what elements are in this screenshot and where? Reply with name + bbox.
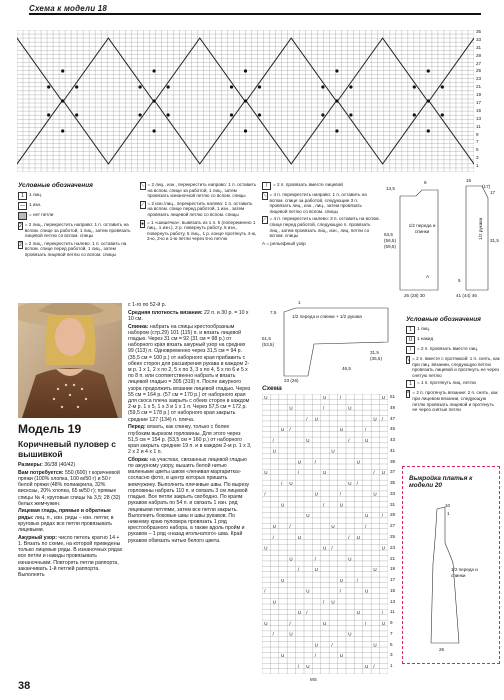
svg-text:U: U [339,427,344,433]
model-subtitle: Коричневый пуловер с вышивкой [18,439,117,459]
dress-title: Выкройка платья к модели 20 [409,475,473,489]
cross-right-symbol: 2 [19,223,22,229]
svg-text:U: U [306,513,310,519]
lace-row-number: 19 [390,566,396,572]
model-photo [18,303,122,418]
svg-text:/: / [314,556,316,562]
svg-text:U: U [314,642,318,648]
svg-text:/: / [297,567,300,573]
svg-text:U: U [381,545,386,551]
ms-label: MS [310,677,317,682]
svg-text:U: U [323,470,327,476]
lace-row-number: 43 [390,437,396,443]
svg-text:U: U [339,653,344,659]
svg-text:/: / [331,545,333,551]
svg-text:/: / [297,470,300,476]
svg-text:U: U [365,664,369,670]
top-row-number: 7 [476,139,479,145]
lace-row-number: 23 [390,544,396,550]
svg-text:U: U [297,534,302,540]
lace-row-number: 15 [390,587,396,593]
svg-text:/: / [323,502,325,508]
svg-text:U: U [297,459,302,465]
lace-row-number: 49 [390,404,396,410]
svg-text:U: U [323,545,327,551]
lace-row-number: 29 [390,512,396,518]
svg-text:U: U [365,588,369,594]
svg-text:U: U [281,577,285,583]
svg-text:U: U [381,470,386,476]
legend-right: 1 1 лиц. U 1 накид / = 2 п. провязать вместе лиц. \ = 2 п. вместе с протяжкой: 1 п. снять, как при лиц. вязании, следующую петлю провязать лицевой и протянуть ее через снятую петлю 1 = 1 п. протянуть лиц. петлю ^ = 2 п. протянуть вязание: 2 п. снять, как при лицевом вязании, следующую петлю провязать лицевой и протянуть ее через снятые петли [407,326,500,413]
top-scheme-title: Схема к модели 18 [29,4,108,13]
dress-pattern-box: Выкройка платья к модели 20 10 1 1/2 переда и спинки 26 [402,466,500,664]
lace-row-number: 39 [390,458,396,464]
top-row-number: 25 [476,68,482,74]
svg-text:U: U [331,448,335,454]
svg-text:U: U [356,459,360,465]
svg-text:/: / [272,631,274,637]
svg-text:/: / [314,653,316,659]
svg-text:U: U [331,599,335,605]
svg-text:U: U [289,405,293,411]
purl-symbol: — [20,203,25,209]
lace-row-number: 9 [390,620,393,626]
lace-row-number: 31 [390,501,396,507]
svg-text:/: / [281,480,283,486]
lace-row-number: 35 [390,480,396,486]
svg-text:U: U [264,620,268,626]
svg-text:U: U [289,631,293,637]
top-row-number: 29 [476,52,482,58]
svg-text:/: / [297,664,300,670]
pattern-pieces-top: 13,5 8 53,5 (56,5) (59,5) 1/2 переда и спинки A 26 (28) 30 16 (17) 17 1/2 рукава 31,5 5 41 (44) 46 [384,178,499,298]
lace-row-number: 51 [390,394,396,399]
svg-text:U: U [281,653,285,659]
knit-symbol: 1 [18,192,27,200]
lace-row-number: 47 [390,415,396,421]
lace-row-number: 1 [390,663,393,669]
top-row-number: 31 [476,44,482,50]
lace-row-number: 5 [390,641,393,647]
lace-row-number: 17 [390,577,396,583]
svg-text:U: U [381,620,386,626]
no-stitch-symbol [18,212,27,220]
svg-text:U: U [297,610,302,616]
svg-text:/: / [289,524,291,530]
knitting-chart-lace [262,394,388,674]
lace-row-number: 21 [390,555,396,561]
svg-text:U: U [356,610,360,616]
legend-top-col3: / = 2 п. провязать вместе лицевой ⟍ = 4 п. перекрестить направо: 1 п. оставить на вспом. спице за работой, следующие 3 п. провязать лиц., изн., лиц., затем провязать лицевой петлю со вспом. спицы ⟋ = 4 п. перекрестить налево: 3 п. оставить на вспом. спице перед работой, следующую п. провязать лиц., затем провязать лиц., изн., лиц. петли со вспом. спицы А = рельефный узор [262,182,380,246]
svg-text:U: U [264,545,268,551]
svg-text:U: U [264,394,268,400]
model-instructions: с 1-го по 52-й р. Средняя плотность вязания: 22 п. и 30 р. = 10 х 10 см. Спинка: набрать на спицы крестообразным набором (стр.29) 101 (115) п. и вязать лицевой гладью. Через 31 см = 92 (31 см = 98 р.) от наборного края вязать ажурный узор на средних 99 (113) п. Одновременно через 31,5 см = 94 р. (35,5 см = 100 р.) от наборного края прибавить с обеих сторон для расширения рукава в каждом 2-м р. 1 х 1, 2 х по 2, 5 х по 3, 3 х по 4, 5 х по 6 и 5 х по 8 п. или соответственно набрать и вязать лицевой гладью = 305 (319) п. После ажурного узора продолжить вязание лицевой гладью. Через 55 см = 164 р. (57 см = 170 р.) от наборного края для скоса плеча закрыть с обеих сторон в каждом 2-м р. 1 х 5, 1 х 3 и 1 х 1 п. Через 57,5 см = 172 р. (59,5 см = 178 р.) от наборного края закрыть средние 127 (134) п. плеча. Перед: вязать, как спинку, только с более глубоким вырезом горловины. Для этого через 51,5 см = 154 р. (53,5 см = 160 р.) от наборного края закрыть средние 19 п. и в каждом 2-м р. 1 х 3, 2 х 2 и 4 х 1 п. Сборка: на участках, связанных лицевой гладью по ажурному узору, вышить белой нитью маленькие цветы швом «ленивая маргаритка» согласно фото, в центр которых пришить жемчужину. Выполнить плечевые швы. По вырезу горловины набрать 110 п. и связать 3 см лицевой гладью. Все петли закрыть свободно. По краям рукавов набрать по 54 п. и связать 1 изн. ряд лицевыми петлями, затем все петли закрыть. Выполнить боковые швы и швы рукавов. По нижнему краю пуловера провязать 1 ряд крестообразного набора, а также вдоль пройм и рукавов – 1 ряд «назад игольчатого» шва. Край рукавов обвязать нитью белого цвета. [128,302,252,544]
top-row-number: 27 [476,60,482,66]
svg-text:U: U [356,534,360,540]
svg-text:/: / [289,427,291,433]
top-row-number: 21 [476,84,482,90]
svg-text:U: U [331,524,335,530]
svg-text:/: / [381,416,384,422]
lace-row-number: 27 [390,523,396,529]
top-row-number: 1 [476,163,479,169]
svg-text:U: U [306,588,310,594]
svg-text:/: / [306,610,308,616]
svg-text:U: U [272,448,276,454]
svg-text:U: U [339,577,344,583]
svg-text:U: U [373,642,377,648]
svg-text:U: U [272,599,276,605]
cross4-right-symbol: ⟍ [263,193,267,199]
bobble-symbol: ● [141,220,145,227]
svg-text:U: U [365,513,369,519]
top-row-number: 5 [476,147,479,153]
top-row-number: 33 [476,36,482,42]
cross4-left-symbol: ⟋ [263,217,267,224]
top-row-number: 13 [476,115,482,121]
svg-text:U: U [373,567,377,573]
svg-text:U: U [281,502,285,508]
svg-text:U: U [348,556,352,562]
svg-text:/: / [348,534,350,540]
top-row-number: 23 [476,76,482,82]
legend-top-col2: ⟍ = 2 лиц., изн., перекрестить направо: 1 п. оставить на вспом. спице за работой, 1 лиц., затем провязать изнаночной петлю со вспом. спицы ⟋ = 2 изн./лиц., перекрестить налево: 1 п. оставить на вспом. спице перед работой, 1 изн., затем провязать лицевой петлю со вспом. спицы ● = 1 «шишечка»: вывязать из 1 п. 5 (попеременно 1 лиц., 1 изн.), 2 р. повернуть работу, 5 изн., повернуть работу, 5 лиц., 1 р. конце протянуть 4-ю, 3-ю, 2-ю и 1-ю петли через 5-ю петлю [141,182,257,242]
lace-row-number: 25 [390,534,396,539]
svg-text:U: U [314,491,318,497]
lace-row-number: 41 [390,447,396,453]
model-number: Модель 19 [18,422,82,436]
svg-text:U: U [289,480,293,486]
svg-text:/: / [331,642,333,648]
lace-row-number: 37 [390,469,396,475]
svg-text:/: / [356,480,358,486]
lace-row-number: 11 [390,609,395,615]
top-row-number: 19 [476,92,482,98]
svg-text:/: / [314,459,316,465]
svg-text:/: / [339,588,342,594]
legend-top-col1: 1 1 лиц. — 1 изн. = нет петли 2 = 2 лиц., перекрестить направо: 1 п. оставить на вспом. спице за работой, 1 лиц., затем провязать лицевой петлю со вспом. спицы 2 = 2 лиц., перекрестить налево: 1 п. оставить на вспом. спице перед работой, 1 лиц., затем провязать лицевой петлю со вспом. спицы [19,192,131,257]
top-row-number: 15 [476,107,482,113]
svg-text:/: / [365,524,367,530]
top-row-number: 11 [476,123,481,129]
top-row-number: 9 [476,131,479,137]
lace-row-number: 3 [390,652,393,658]
svg-text:U: U [314,567,318,573]
svg-text:U: U [373,491,377,497]
svg-text:U: U [272,524,276,530]
top-row-number: 35 [476,29,482,34]
svg-text:/: / [365,427,367,433]
svg-text:/: / [381,610,384,616]
cross-left-symbol: 2 [19,241,22,248]
lace-row-number: 45 [390,426,396,432]
svg-text:U: U [281,427,285,433]
svg-text:U: U [323,394,327,400]
svg-text:/: / [373,664,375,670]
svg-text:U: U [289,556,293,562]
page-number: 38 [18,680,31,692]
svg-text:U: U [348,405,352,411]
model-description: Размеры: 36/38 (40/42) Вам потребуется: 550 (600) г коричневой пряжи (100% хлопка, 100 м/50 г) и 50 г белой пряжи (48% полиакрила, 32% вискозы, 20% хлопка, 65 м/50 г); прямые спицы № 4; круговые спицы № 3,5; 28 (32) белых жемчужин. Лицевая гладь, прямые и обратные ряды: лиц. п., изн. ряды – изн. петли; в круговых рядах все петли провязывать лицевыми. Ажурный узор: число петель кратно 14 + 1. Вязать по схеме, на которой приведены только лицевые ряды. В изнаночных рядах все петли и накиды провязывать изнаночными. Повторять петли раппорта, заканчивать 1-й петлей раппорта. Выполнять [18,462,123,578]
svg-text:U: U [323,620,327,626]
svg-text:/: / [373,470,375,476]
svg-text:/: / [339,491,342,497]
svg-text:/: / [365,620,367,626]
title-rule [29,13,481,15]
svg-text:/: / [381,513,384,519]
svg-text:/: / [272,534,274,540]
svg-text:/: / [264,588,266,594]
lace-row-number: 7 [390,630,393,636]
svg-text:U: U [306,664,310,670]
knitting-chart-top [17,30,474,172]
svg-text:/: / [356,577,358,583]
svg-text:U: U [373,416,377,422]
cross-purl-left-symbol: ⟋ [141,201,145,208]
legend-top-title: Условные обозначения [18,182,93,189]
svg-text:/: / [272,437,274,443]
svg-text:/: / [323,599,325,605]
lace-row-number: 13 [390,598,396,604]
model-heading [18,422,122,459]
svg-text:U: U [381,394,386,400]
cross-purl-right-symbol: ⟍ [141,183,145,189]
svg-text:U: U [365,437,369,443]
k2tog-symbol: / [262,182,271,190]
scheme2-title: Схема [262,385,282,392]
top-row-number: 17 [476,100,482,105]
svg-text:/: / [289,620,291,626]
top-row-number: 3 [476,155,479,161]
svg-text:U: U [339,502,344,508]
svg-text:U: U [306,437,310,443]
svg-text:/: / [348,437,350,443]
svg-text:U: U [314,416,318,422]
svg-text:/: / [323,405,325,411]
sleeve-pattern: 1/2 переда и спинки + 1/2 рукава 7,5 1 51,5 (53,5) 31,5 (35,5) 46,5 23 (26) [262,306,396,384]
svg-text:U: U [348,631,352,637]
svg-text:U: U [264,470,268,476]
svg-text:U: U [348,480,352,486]
legend-right-title: Условные обозначения [406,316,481,323]
svg-text:/: / [339,394,342,400]
lace-row-number: 33 [390,490,396,496]
svg-text:/: / [306,416,308,422]
svg-text:/: / [264,491,266,497]
